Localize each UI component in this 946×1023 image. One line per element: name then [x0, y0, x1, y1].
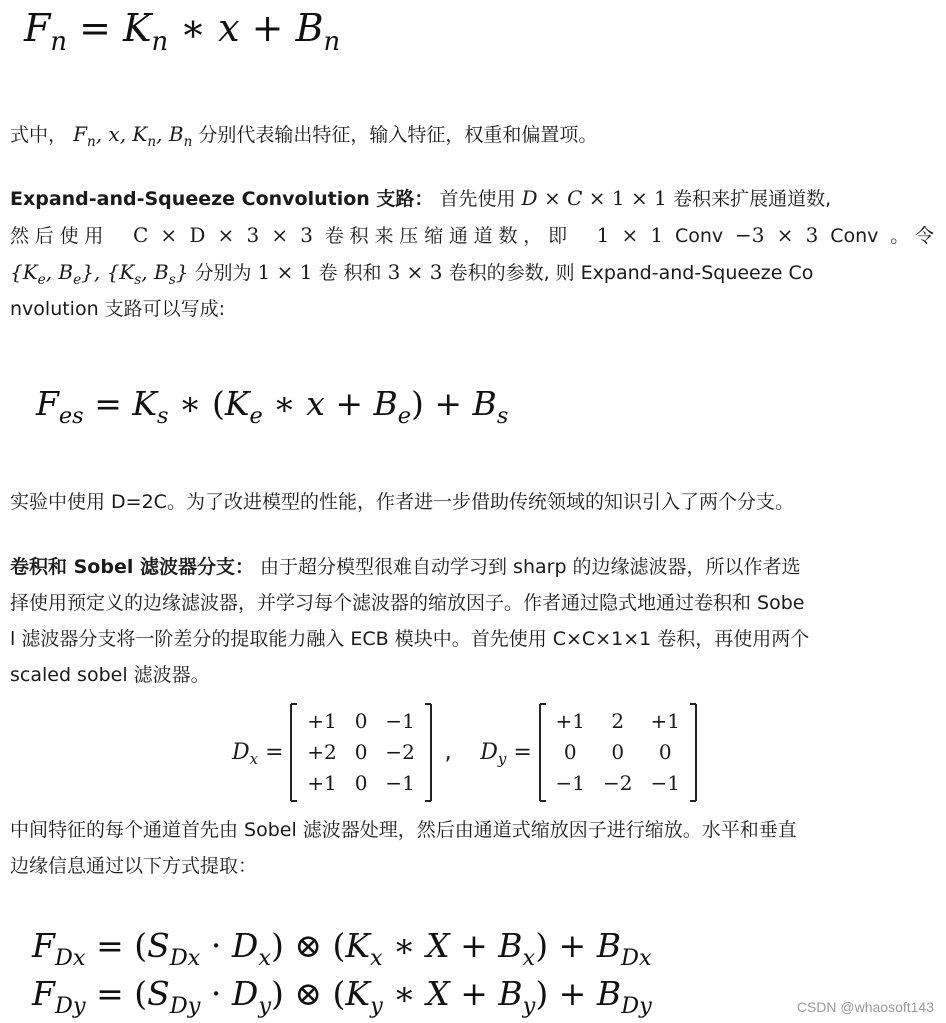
- paragraph-notation: 式中， $F_n$, x, $K_n$, $B_n$ 分别代表输出特征，输入特征，权重和偏置项。: [10, 122, 598, 150]
- section-heading-expand-squeeze: Expand-and-Squeeze Convolution 支路：: [10, 188, 434, 210]
- paragraph-sobel: 卷积和 Sobel 滤波器分支： 由于超分模型很难自动学习到 sharp 的边缘滤波器，所以作者选 择使用预定义的边缘滤波器，并学习每个滤波器的缩放因子。作者通过隐式地通过卷积和 Sobe l 滤波器分支将一阶差分的提取能力融入 ECB 模块中。首先使用 C×C×1×1 卷积，再使用两个 scaled sobel 滤波器。: [10, 556, 810, 686]
- paragraph-edge-extraction: 中间特征的每个通道首先由 Sobel 滤波器处理，然后由通道式缩放因子进行缩放。水平和垂直 边缘信息通过以下方式提取：: [10, 819, 797, 877]
- paragraph-expand-squeeze: Expand-and-Squeeze Convolution 支路： 首先使用 D × C × 1 × 1 卷积来扩展通道数, 然后使用 C × D × 3 × 3 卷积来压缩通道数，即 1 × 1 Conv −3 × 3 Conv 。令 {$K_e$, $B_e$}, {$K_s$, $B_s$} 分别为 1 × 1 卷 积和 3 × 3 卷积的参数, 则 Expand-and-Squeeze Co nvolution 支路可以写成:: [10, 186, 934, 320]
- watermark: CSDN @whaosoft143: [796, 999, 934, 1015]
- matrix-dy: +1 2 +1 0 0 0 −1 −2 −1: [539, 704, 697, 801]
- sobel-matrices: $D_x$ = +1 0 −1 +2 0 −2 +1 0 −1 , $D_y$ = +1 2 +1 0 0 0 −1 −2 −1: [232, 704, 697, 800]
- equation-4: $F_{Dy} = (S_{Dy} \cdot D_y)$ ⊗ ($K_y$ ∗ $X + B_y) + B_{Dy}$: [32, 974, 652, 1019]
- paragraph-experiment: 实验中使用 D=2C。为了改进模型的性能，作者进一步借助传统领域的知识引入了两个分支。: [10, 491, 794, 513]
- matrix-dx: +1 0 −1 +2 0 −2 +1 0 −1: [290, 704, 432, 801]
- equation-1: $F_n = K_n$ ∗ $x + B_n$: [24, 6, 341, 58]
- equation-3: $F_{Dx} = (S_{Dx} \cdot D_x)$ ⊗ ($K_x$ ∗ $X + B_x) + B_{Dx}$: [32, 926, 652, 971]
- section-heading-sobel: 卷积和 Sobel 滤波器分支：: [10, 556, 254, 578]
- equation-2: $F_{es} = K_s$ ∗ ($K_e$ ∗ $x + B_e) + B_s$: [36, 384, 509, 429]
